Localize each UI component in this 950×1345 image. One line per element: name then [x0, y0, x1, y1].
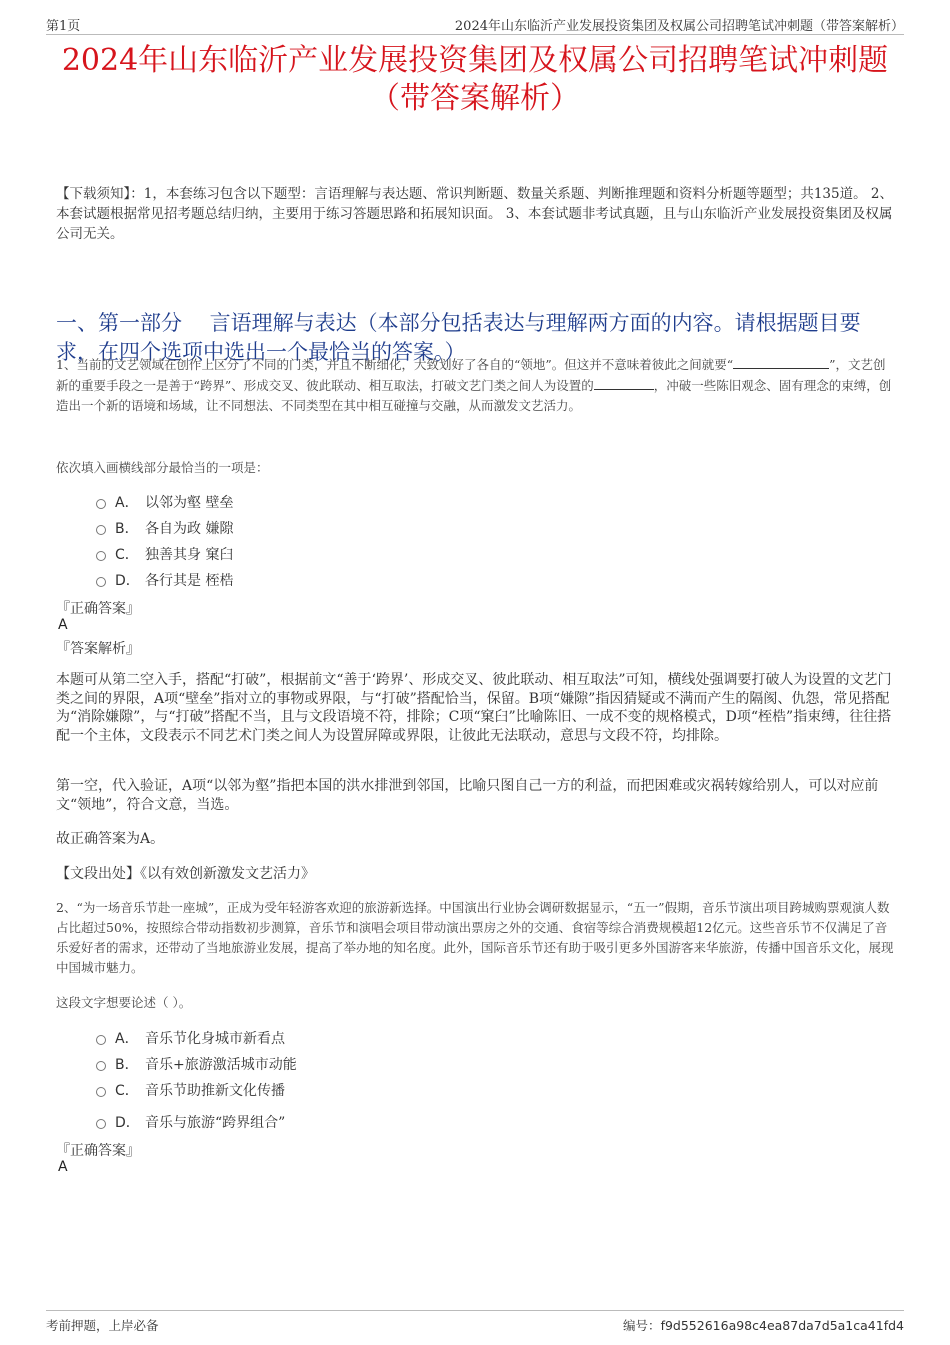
radio-icon[interactable]: [96, 499, 106, 509]
radio-icon[interactable]: [96, 1119, 106, 1129]
title-line-2: （带答案解析）: [370, 81, 580, 116]
page-footer: [46, 1310, 904, 1333]
radio-icon[interactable]: [96, 1087, 106, 1097]
radio-icon[interactable]: [96, 577, 106, 587]
option-letter: D．: [115, 1115, 140, 1131]
q1-analysis-paragraph-2: 第一空，代入验证，A项“以邻为壑”指把本国的洪水排泄到邻国，比喻只图自己一方的利益，而把困难或灾祸转嫁给别人，可以对应前文“领地”，符合文意，当选。: [56, 778, 879, 813]
option-text: 音乐节化身城市新看点: [145, 1031, 285, 1047]
q1-blank-1: [733, 354, 829, 369]
download-notice: 【下载须知】：1，本套练习包含以下题型：言语理解与表达题、常识判断题、数量关系题、判断推理题和资料分析题等题型；共135道。 2、本套试题根据常见招考题总结归纳，主要用于练习答题思路和拓展知识面。 3、本套试题非考试真题，且与山东临沂产业发展投资集团及权属公司无关。: [56, 186, 893, 242]
q1-blank-2: [594, 375, 654, 390]
footer-code-value: f9d552616a98c4ea87da7d5a1ca41fd4: [660, 1318, 904, 1333]
q2-option-d[interactable]: [96, 1112, 285, 1132]
option-letter: C．: [115, 1083, 139, 1099]
document-title: [40, 42, 910, 118]
q1-correct-answer-label: 『正确答案』: [56, 601, 140, 617]
page-number: 第1页: [46, 19, 81, 34]
q1-analysis-label: 『答案解析』: [56, 641, 140, 657]
q1-text-part-c: ，冲破一些陈旧观念、固有理念的束缚，创造出一个新的语境和场域，让不同想法、不同类型在其中相互碰撞与交融，从而激发文艺活力。: [56, 378, 892, 413]
q1-option-d[interactable]: [96, 570, 233, 590]
option-text: 音乐节助推新文化传播: [145, 1083, 285, 1099]
footer-slogan: 考前押题，上岸必备: [46, 1318, 159, 1333]
footer-code: [623, 1316, 904, 1334]
q1-source: [56, 863, 315, 883]
q2-option-c[interactable]: [96, 1080, 285, 1100]
q1-correct-answer: A: [58, 617, 68, 633]
question-2-stem: 这段文字想要论述（ ）。: [56, 995, 192, 1010]
q1-option-a[interactable]: [96, 492, 233, 512]
question-1-text: [56, 354, 898, 416]
title-line-1: 2024年山东临沂产业发展投资集团及权属公司招聘笔试冲刺题: [61, 43, 889, 78]
footer-code-label: 编号：: [623, 1318, 661, 1333]
option-letter: A．: [115, 1031, 139, 1047]
option-text: 音乐与旅游“跨界组合”: [145, 1115, 286, 1131]
header-doc-title: 2024年山东临沂产业发展投资集团及权属公司招聘笔试冲刺题（带答案解析）: [454, 19, 904, 34]
q1-text-part-a: 1、当前的文艺领域在创作上区分了不同的门类，并且不断细化，大致划好了各自的“领地”。但这并不意味着彼此之间就要“: [56, 357, 734, 372]
q1-text-part-b: ”，文艺创新的重要手段之一是善于“跨界”、形成交叉、彼此联动、相互取法，打破文艺门类之间人为设置的: [56, 357, 886, 393]
option-letter: A．: [115, 495, 139, 511]
radio-icon[interactable]: [96, 1035, 106, 1045]
option-text: 以邻为壑 壁垒: [145, 495, 234, 511]
question-2-text: 2、“为一场音乐节赴一座城”，正成为受年轻游客欢迎的旅游新选择。中国演出行业协会调研数据显示，“五一”假期，音乐节演出项目跨城购票观演人数占比超过50%，按照综合带动指数初步测算，音乐节和演唱会项目带动演出票房之外的交通、食宿等综合消费规模超12亿元。这些音乐节不仅满足了音乐爱好者的需求，还带动了当地旅游业发展，提高了举办地的知名度。此外，国际音乐节还有助于吸引更多外国游客来华旅游，传播中国音乐文化，展现中国城市魅力。: [56, 900, 894, 975]
source-label: 【文段出处】: [56, 866, 140, 882]
q2-option-a[interactable]: [96, 1028, 285, 1048]
q1-option-b[interactable]: [96, 518, 233, 538]
option-letter: B．: [115, 1057, 139, 1073]
q2-option-b[interactable]: [96, 1054, 297, 1074]
page-header: [46, 14, 904, 35]
option-letter: C．: [115, 547, 139, 563]
option-text: 各自为政 嫌隙: [145, 521, 234, 537]
q1-option-c[interactable]: [96, 544, 233, 564]
option-text: 各行其是 桎梏: [145, 573, 234, 589]
section-heading: 一、第一部分 言语理解与表达（本部分包括表达与理解两方面的内容。请根据题目要求，在四个选项中选出一个最恰当的答案。）: [56, 311, 861, 364]
q1-analysis-paragraph-1: 本题可从第二空入手，搭配“打破”，根据前文“善于‘跨界’、形成交叉、彼此联动、相互取法”可知，横线处强调要打破人为设置的文艺门类之间的界限，A项“壁垒”指对立的事物或界限，与“打破”搭配恰当，保留。B项“嫌隙”指因猜疑或不满而产生的隔阂、仇怨，常见搭配为“消除嫌隙”，与“打破”搭配不当，且与文段语境不符，排除；C项“窠臼”比喻陈旧、一成不变的规格模式，D项“桎梏”指束缚，往往搭配一个主体，文段表示不同艺术门类之间人为设置屏障或界限，让彼此无法联动，意思与文段不符，均排除。: [56, 672, 892, 744]
option-text: 独善其身 窠臼: [145, 547, 234, 563]
q2-correct-answer-label: 『正确答案』: [56, 1143, 140, 1159]
radio-icon[interactable]: [96, 551, 106, 561]
question-1-stem: 依次填入画横线部分最恰当的一项是：: [56, 460, 269, 475]
q2-correct-answer: A: [58, 1159, 68, 1175]
source-title: 《以有效创新激发文艺活力》: [140, 866, 315, 882]
option-letter: B．: [115, 521, 139, 537]
option-letter: D．: [115, 573, 140, 589]
option-text: 音乐+旅游激活城市动能: [145, 1057, 297, 1073]
radio-icon[interactable]: [96, 525, 106, 535]
q1-analysis-paragraph-3: 故正确答案为A。: [56, 831, 165, 847]
radio-icon[interactable]: [96, 1061, 106, 1071]
